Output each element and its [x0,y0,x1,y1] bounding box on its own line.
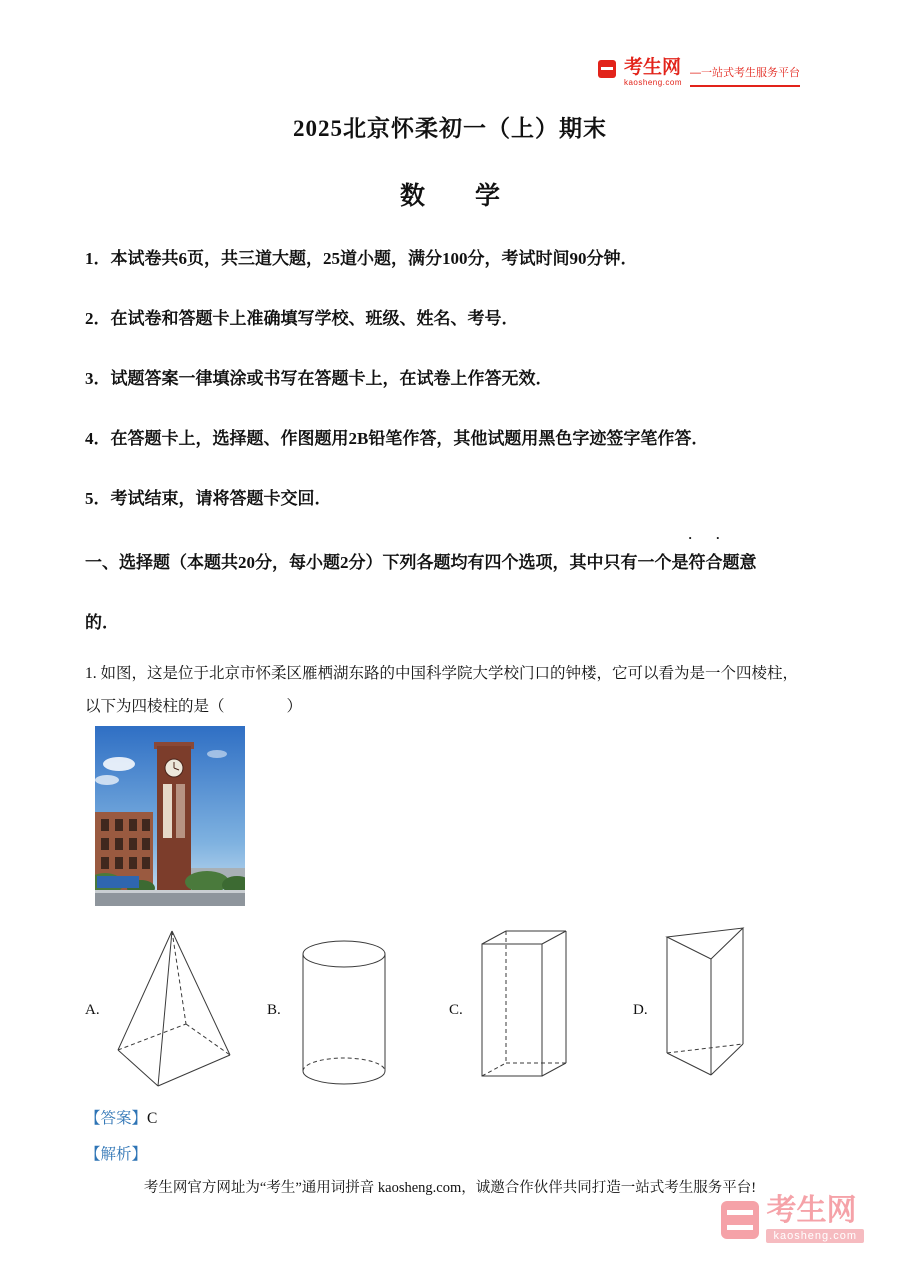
logo-domain: kaosheng.com [623,78,682,87]
analysis-label: 【解析】 [85,1146,148,1163]
option-c-label: C. [449,1002,463,1018]
answer-label: 【答案】 [85,1110,148,1127]
question1-text-line1: 1. 如图，这是位于北京市怀柔区雁栖湖东路的中国科学院大学校门口的钟楼，它可以看为是一个四棱柱， [85,665,799,682]
kaosheng-watermark-icon [721,1201,759,1239]
subject-heading: 数 学 [399,183,500,210]
kaosheng-logo-text [624,58,682,87]
instruction-3: 3．试题答案一律填涂或书写在答题卡上，在试卷上作答无效． [85,369,553,388]
instruction-2: 2．在试卷和答题卡上准确填写学校、班级、姓名、考号． [85,309,519,328]
kaosheng-watermark [721,1196,864,1243]
answer-line [85,1106,157,1128]
logo-tagline-text: 一站式考生服务平台 [701,67,800,79]
option-a-shape-pyramid [112,928,237,1095]
section1-heading-line1: 一、选择题（本题共20分，每小题2分）下列各题均有四个选项，其中只有一个是符合题意 [85,553,757,572]
kaosheng-watermark-text [766,1196,864,1243]
section1-heading-line2: 的． [85,613,119,632]
instruction-5: 5．考试结束，请将答题卡交回． [85,489,332,508]
analysis-line [85,1142,147,1164]
watermark-brand: 考生网 [766,1194,857,1227]
emphasis-marks: · · [688,530,730,545]
option-b-shape-cylinder [298,938,390,1093]
logo-tagline [690,64,800,87]
kaosheng-logo-icon [598,60,616,78]
kaosheng-logo [598,58,800,87]
option-c-shape-cuboid [478,928,573,1085]
watermark-domain: kaosheng.com [766,1229,864,1243]
option-d-shape-triangular-prism [663,925,748,1088]
instruction-4: 4．在答题卡上，选择题、作图题用2B铅笔作答，其他试题用黑色字迹签字笔作答． [85,429,709,448]
option-d-label: D. [633,1002,648,1018]
instruction-1: 1．本试卷共6页，共三道大题，25道小题，满分100分，考试时间90分钟． [85,249,638,268]
option-a-label: A. [85,1002,100,1018]
logo-tagline-dash: — [690,67,701,79]
question1-text-line2: 以下为四棱柱的是（ ） [85,698,303,715]
logo-brand: 考生网 [623,57,681,78]
exam-title: 2025北京怀柔初一（上）期末 [293,116,607,141]
clock-tower-photo [95,726,245,906]
answer-value: C [147,1110,158,1127]
option-b-label: B. [267,1002,281,1018]
footer-promo-text: 考生网官方网址为“考生”通用词拼音 kaosheng.com，诚邀合作伙伴共同打造一站式考生服务平台! [143,1180,757,1196]
